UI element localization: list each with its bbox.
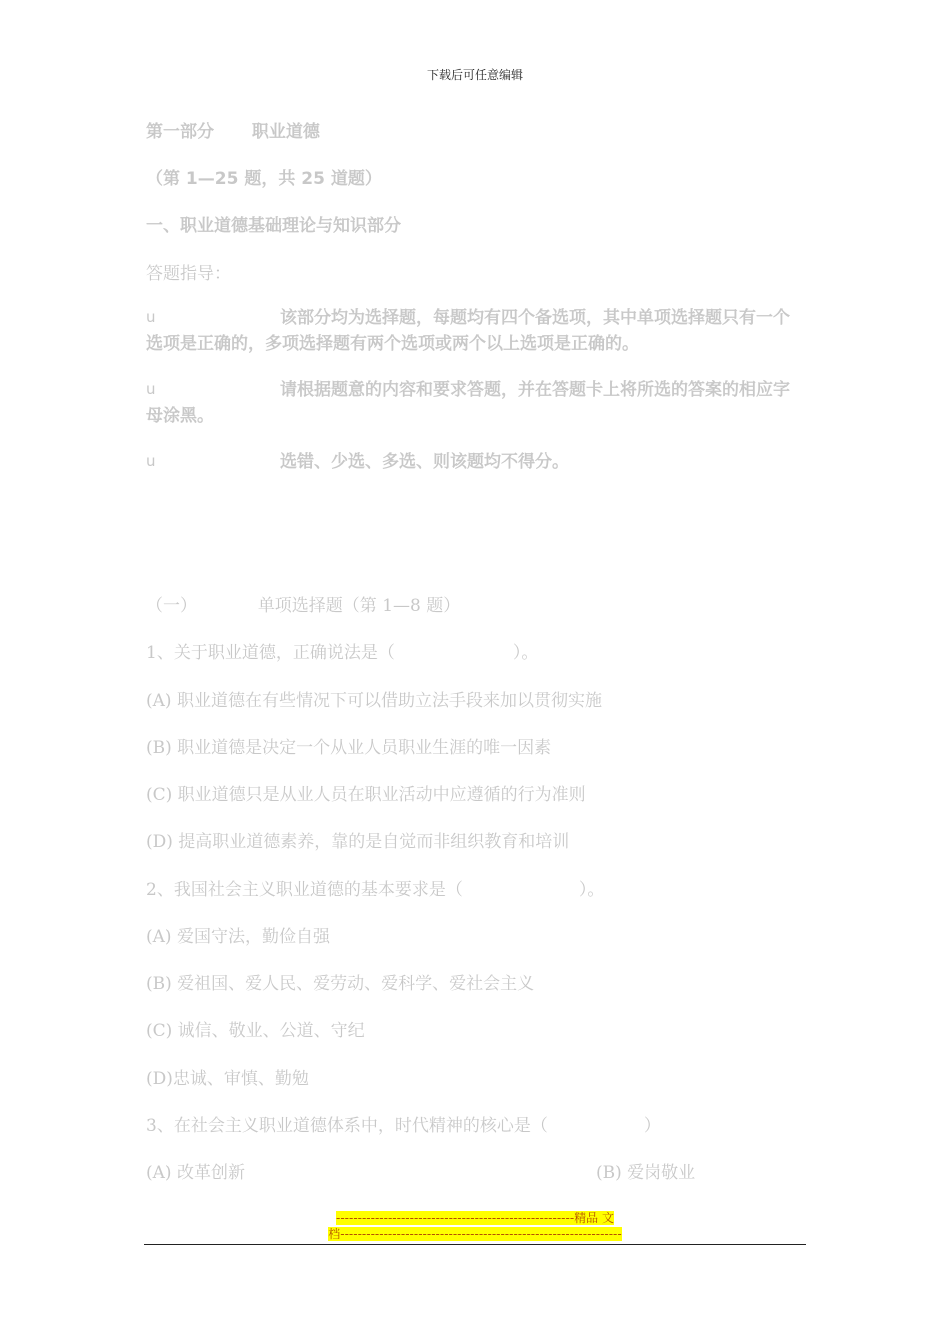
option-a: (A) 改革创新 [146, 1163, 245, 1183]
option-b: (B) 职业道德是决定一个从业人员职业生涯的唯一因素 [146, 738, 552, 758]
guide-label: 答题指导： [146, 264, 231, 284]
page-header-note: 下载后可任意编辑 [426, 68, 523, 82]
section-title [146, 117, 320, 142]
footer-line-1: -------------------------------------------------------精品 文 [336, 1211, 614, 1225]
footer-watermark [300, 1210, 650, 1242]
option-d: (D)忠诚、审慎、勤勉 [146, 1069, 309, 1089]
option-a: (A) 职业道德在有些情况下可以借助立法手段来加以贯彻实施 [146, 691, 602, 711]
option-c: (C) 诚信、敬业、公道、守纪 [146, 1021, 365, 1041]
question-stem: 1、关于职业道德，正确说法是（ ）。 [146, 643, 539, 663]
bullet-marker: u [146, 380, 156, 398]
bullet-marker: u [146, 308, 156, 326]
option-b: (B) 爱祖国、爱人民、爱劳动、爱科学、爱社会主义 [146, 974, 535, 994]
part-label: （一） [146, 596, 197, 616]
part-title: 单项选择题（第 1—8 题） [257, 596, 461, 616]
bullet-marker: u [146, 452, 156, 470]
section-range: （第 1—25 题，共 25 道题） [146, 169, 382, 189]
section-title-name: 职业道德 [251, 122, 320, 142]
footer-rule [144, 1244, 806, 1245]
part-heading [146, 591, 460, 616]
section-title-part: 第一部分 [146, 122, 214, 142]
section-subtitle: 一、职业道德基础理论与知识部分 [146, 216, 401, 236]
footer-line-2: 档----------------------------------------------------------------- [328, 1227, 622, 1241]
instruction-text: 请根据题意的内容和要求答题，并在答题卡上将所选的答案的相应字母涂黑。 [146, 380, 790, 426]
question-stem: 2、我国社会主义职业道德的基本要求是（ ）。 [146, 880, 605, 900]
instruction-item [146, 305, 806, 357]
option-c: (C) 职业道德只是从业人员在职业活动中应遵循的行为准则 [146, 785, 586, 805]
option-d: (D) 提高职业道德素养，靠的是自觉而非组织教育和培训 [146, 832, 570, 852]
instruction-item [146, 449, 806, 475]
instruction-text: 该部分均为选择题，每题均有四个备选项，其中单项选择题只有一个选项是正确的，多项选择题有两个选项或两个以上选项是正确的。 [146, 308, 790, 354]
instruction-text: 选错、少选、多选、则该题均不得分。 [280, 452, 569, 472]
instruction-item [146, 377, 806, 429]
question-stem: 3、在社会主义职业道德体系中，时代精神的核心是（ ） [146, 1116, 661, 1136]
option-b: (B) 爱岗敬业 [596, 1163, 696, 1183]
option-a: (A) 爱国守法，勤俭自强 [146, 927, 330, 947]
